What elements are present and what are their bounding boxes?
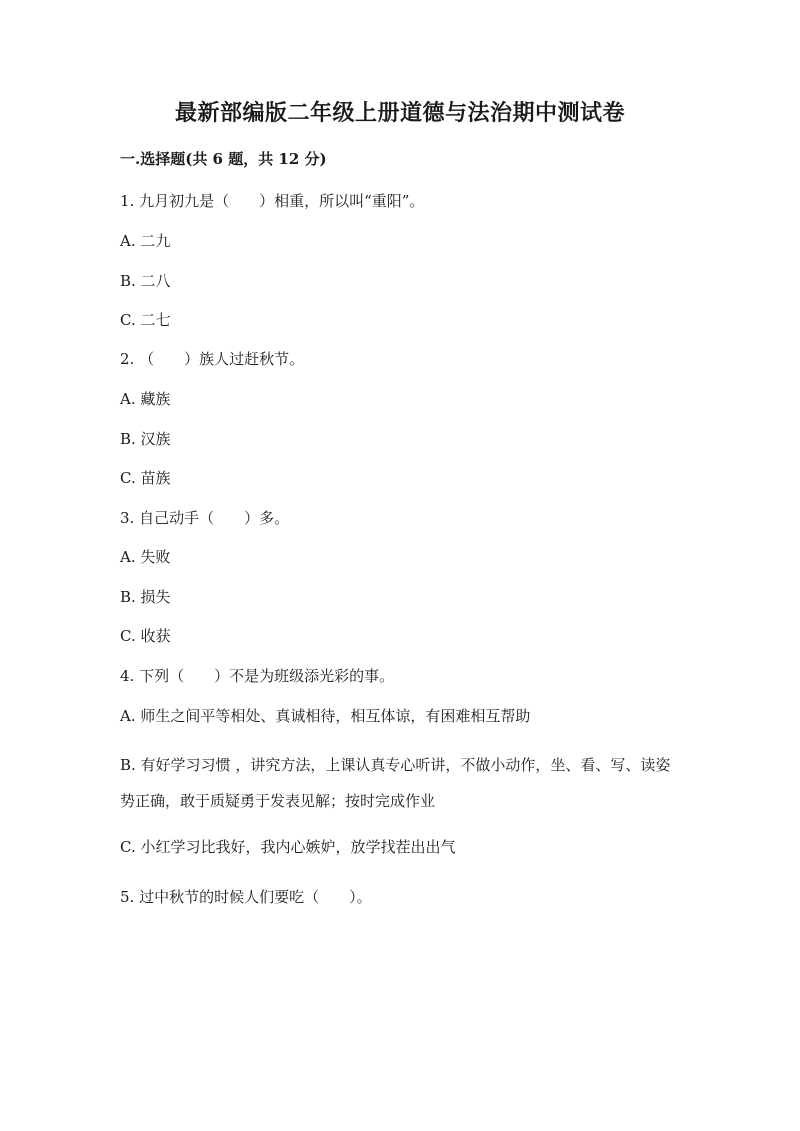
question-1-option-c: C. 二七 (120, 311, 171, 329)
question-4-option-c: C. 小红学习比我好，我内心嫉妒，放学找茬出出气 (120, 838, 456, 856)
question-1-option-b: B. 二八 (120, 272, 171, 290)
question-2-option-a: A. 藏族 (120, 390, 171, 408)
question-3-stem: 3. 自己动手（ ）多。 (120, 509, 290, 527)
page-title: 最新部编版二年级上册道德与法治期中测试卷 (174, 100, 625, 126)
question-5-stem: 5. 过中秋节的时候人们要吃（ ）。 (120, 888, 372, 906)
question-4-stem: 4. 下列（ ）不是为班级添光彩的事。 (120, 667, 395, 685)
question-3-option-a: A. 失败 (120, 548, 171, 566)
question-3-option-b: B. 损失 (120, 588, 171, 606)
section-heading: 一.选择题(共 6 题，共 12 分) (120, 150, 327, 168)
question-3-option-c: C. 收获 (120, 627, 171, 645)
question-4-option-b: B. 有好学习习惯 ，讲究方法，上课认真专心听讲，不做小动作，坐、看、写、读姿势正确，敢于质疑勇于发表见解；按时完成作业 (120, 756, 671, 810)
question-1-option-a: A. 二九 (120, 232, 171, 250)
question-2-option-b: B. 汉族 (120, 430, 171, 448)
question-4-option-a: A. 师生之间平等相处、真诚相待，相互体谅，有困难相互帮助 (120, 707, 531, 725)
question-1-stem: 1. 九月初九是（ ）相重，所以叫“重阳”。 (120, 192, 425, 210)
question-2-option-c: C. 苗族 (120, 469, 171, 487)
question-2-stem: 2. （ ）族人过赶秋节。 (120, 350, 305, 368)
